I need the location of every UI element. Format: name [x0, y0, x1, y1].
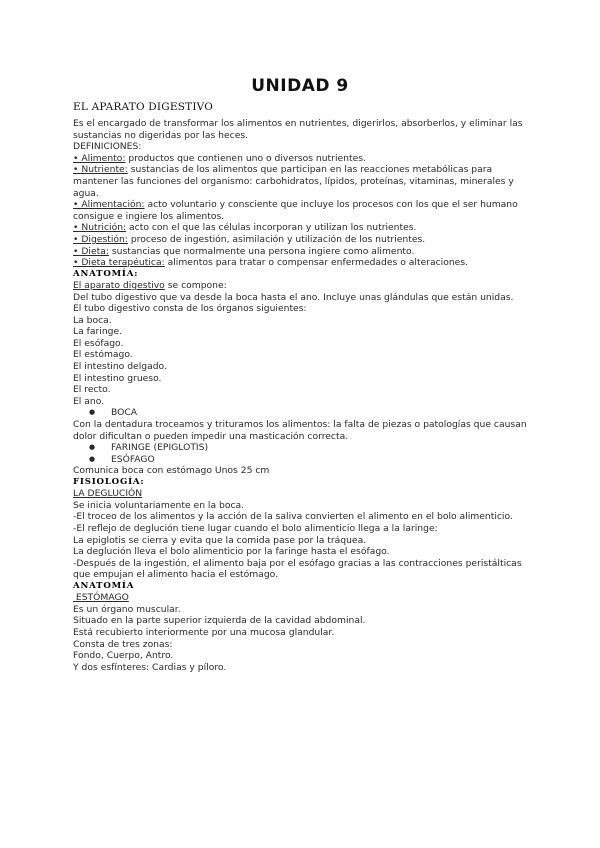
- estomago-line: Y dos esfínteres: Cardias y píloro.: [73, 661, 227, 673]
- definition-term: • Dieta:: [73, 245, 109, 257]
- deglucion-line: -El troceo de los alimentos y la acción de la saliva convierten el alimento en el bolo alimenticio.: [73, 511, 513, 523]
- definition-item: [73, 257, 533, 269]
- definition-text: productos que contienen uno o diversos nutrientes.: [125, 152, 366, 164]
- deglucion-line: -Después de la ingestión, el alimento baja por el esófago gracias a las contracciones peristálticas que empujan el alimento hacia el estómago.: [73, 557, 522, 581]
- deglucion-line: La epiglotis se cierra y evita que la comida pase por la tráquea.: [73, 534, 367, 546]
- estomago-line: Es un órgano muscular.: [73, 603, 181, 615]
- organ-item: La faringe.: [73, 326, 123, 338]
- deglucion-line: Se inicia voluntariamente en la boca.: [73, 499, 245, 511]
- page-title: UNIDAD 9: [251, 76, 349, 96]
- definition-term: • Dieta terapéutica:: [73, 257, 165, 269]
- estomago-line: Fondo, Cuerpo, Antro.: [73, 650, 174, 662]
- deglucion-subheading: LA DEGLUCIÓN: [73, 488, 143, 500]
- estomago-subheading: ESTÓMAGO: [73, 592, 129, 604]
- definition-item: [73, 222, 533, 234]
- anatomia-heading: ANATOMÍA:: [73, 268, 139, 279]
- esofago-bullet: ● ESÓFAGO: [73, 454, 533, 466]
- estomago-line: Está recubierto interiormente por una mucosa glandular.: [73, 626, 335, 638]
- definition-term: • Nutriente:: [73, 164, 128, 176]
- definition-term: • Nutrición:: [73, 222, 127, 234]
- estomago-list: [73, 604, 533, 674]
- definition-term: • Digestión:: [73, 233, 128, 245]
- organ-item: El intestino grueso.: [73, 372, 162, 384]
- estomago-line: Consta de tres zonas:: [73, 638, 173, 650]
- definition-item: [73, 199, 533, 222]
- anatomia-heading-2: ANATOMÍA: [73, 580, 135, 591]
- deglucion-line: -El reflejo de deglución tiene lugar cuando el bolo alimenticio llega a la laringe:: [73, 523, 438, 534]
- organ-item: El intestino delgado.: [73, 361, 167, 373]
- organ-list: [73, 315, 533, 408]
- definition-text: proceso de ingestión, asimilación y utilización de los nutrientes.: [127, 233, 426, 245]
- definition-text: acto con el que las células incorporan y utilizan los nutrientes.: [126, 222, 417, 234]
- organ-item: El esófago.: [73, 337, 124, 349]
- definition-term: • Alimento:: [73, 152, 126, 164]
- esofago-text: Comunica boca con estómago Unos 25 cm: [73, 465, 270, 477]
- organ-item: El ano.: [73, 395, 105, 407]
- intro-paragraph: Es el encargado de transformar los alimentos en nutrientes, digerirlos, absorberlos, y eliminar las sustancias no digeridas por las heces.: [73, 118, 523, 141]
- definitions-list: [73, 153, 533, 269]
- aparato-line: [73, 280, 533, 292]
- definitions-label: DEFINICIONES:: [73, 141, 142, 153]
- boca-text: Con la dentadura troceamos y trituramos los alimentos: la falta de piezas o patologías que causan dolor dificultan o pueden impedir una masticación correcta.: [73, 419, 527, 442]
- definition-text: sustancias de los alimentos que participan en las reacciones metabólicas para mantener las funciones del organismo: carbohidratos, lípidos, proteínas, vitaminas, minerales y agua.: [73, 164, 514, 199]
- definition-item: [73, 153, 533, 165]
- definition-item: [73, 234, 533, 246]
- tubo-intro: Del tubo digestivo que va desde la boca hasta el ano. Incluye unas glándulas que están unidas.: [73, 291, 514, 303]
- definition-term: • Alimentación:: [73, 199, 145, 211]
- definition-text: alimentos para tratar o compensar enfermedades o alteraciones.: [164, 257, 469, 269]
- fisiologia-heading: FISIOLOGÍA:: [73, 477, 145, 488]
- organ-item: La boca.: [73, 314, 112, 326]
- faringe-bullet: ● FARINGE (EPIGLOTIS): [73, 442, 533, 454]
- definition-item: [73, 246, 533, 258]
- estomago-line: Situado en la parte superior izquierda de la cavidad abdominal.: [73, 615, 366, 627]
- deglucion-list: [73, 500, 533, 581]
- tubo-consta: El tubo digestivo consta de los órganos siguientes:: [73, 303, 307, 315]
- deglucion-line: La deglución lleva el bolo alimenticio por la faringe hasta el esófago.: [73, 546, 390, 558]
- definition-item: [73, 164, 533, 199]
- definition-text: sustancias que normalmente una persona ingiere como alimento.: [108, 245, 415, 257]
- aparato-term: El aparato digestivo: [73, 279, 165, 291]
- organ-item: El recto.: [73, 384, 111, 396]
- definition-text: acto voluntario y consciente que incluye los procesos con los que el ser humano consigue e ingiere los alimentos.: [73, 199, 518, 222]
- aparato-text: se compone:: [164, 279, 227, 291]
- section-title: EL APARATO DIGESTIVO: [73, 101, 214, 113]
- boca-bullet: ● BOCA: [73, 407, 533, 419]
- document-body: [73, 101, 533, 673]
- organ-item: El estómago.: [73, 349, 133, 361]
